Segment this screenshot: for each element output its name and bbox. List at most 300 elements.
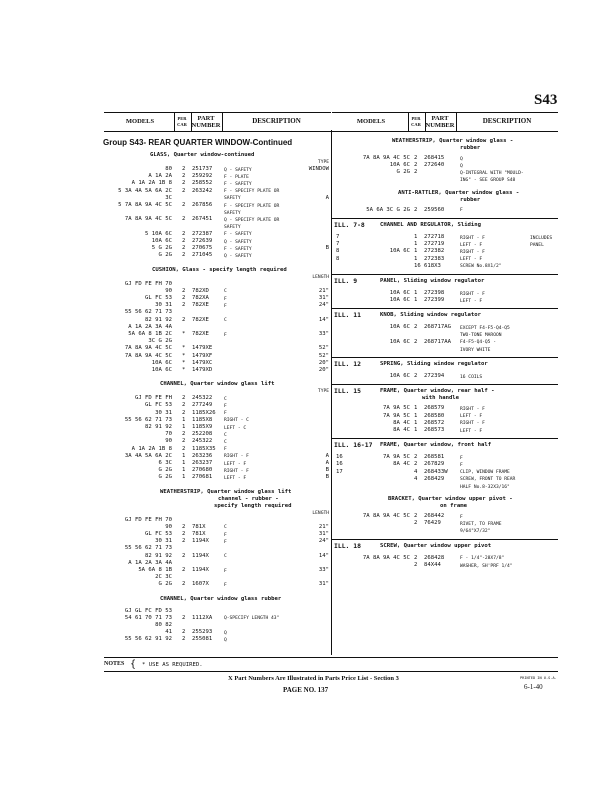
part-row-part-number: 1185X26 bbox=[192, 409, 216, 416]
part-row-part-number: 268579 bbox=[424, 405, 445, 412]
part-row-models: GJ FD FE FH 70 bbox=[124, 280, 172, 287]
section-title-cushion: CUSHION, Glass - specify length required bbox=[152, 266, 287, 273]
group-title: Group S43- REAR QUARTER WINDOW-Continued bbox=[103, 138, 293, 147]
part-row-models: 54 61 70 71 73 bbox=[124, 614, 172, 621]
part-row-window-type: B bbox=[325, 245, 329, 252]
part-row-per-car: * bbox=[182, 345, 186, 352]
part-row-description: F bbox=[460, 514, 463, 520]
part-row-per-car: 2 bbox=[414, 324, 418, 331]
part-row-per-car: 2 bbox=[414, 562, 418, 568]
part-row-note: PANEL bbox=[530, 242, 544, 248]
part-row-per-car: 4 bbox=[414, 468, 418, 475]
part-row-description: F bbox=[460, 208, 463, 214]
part-row-models: 5A 6A 3C G 2G bbox=[366, 206, 410, 213]
part-row-per-car: 2 bbox=[182, 614, 186, 621]
part-row-per-car: 1 bbox=[182, 474, 186, 481]
part-row-models: 10A 6C bbox=[389, 297, 410, 304]
part-row-description: SAFETY bbox=[224, 210, 241, 216]
part-row-description: C bbox=[224, 289, 227, 295]
part-row-models: G 2G bbox=[158, 252, 172, 259]
section-rule bbox=[332, 308, 558, 309]
part-row-part-number: 272640 bbox=[424, 162, 445, 169]
part-row-per-car: 1 bbox=[182, 416, 186, 423]
part-row-models: G 2G bbox=[396, 169, 410, 176]
part-row-models: 8A 4C bbox=[393, 427, 410, 433]
part-row-per-car: 2 bbox=[182, 629, 186, 636]
section-title: FRAME, Quarter window, front half bbox=[380, 442, 492, 449]
notes-bottom-rule bbox=[104, 671, 558, 672]
part-row-models: 10A 6C bbox=[389, 162, 410, 169]
part-row-models: 10A 6C bbox=[389, 290, 410, 296]
part-row-description: RIGHT - C bbox=[224, 418, 249, 424]
part-row-description: RIGHT - F bbox=[460, 407, 485, 412]
part-row-per-car: * bbox=[182, 359, 186, 366]
part-row-description: F bbox=[224, 568, 227, 574]
section-rule bbox=[332, 438, 558, 439]
section-title-bracket-2: on frame bbox=[440, 503, 467, 510]
part-row-window-type: B bbox=[325, 467, 329, 474]
section-title-weatherstrip-2: rubber bbox=[460, 145, 481, 151]
illustration-label: ILL. 12 bbox=[334, 360, 361, 369]
part-row-per-car: 2 bbox=[182, 302, 186, 309]
part-row-description: LEFT - C bbox=[224, 425, 247, 431]
part-row-description: LEFT - F bbox=[224, 476, 247, 481]
part-row-part-number: 268415 bbox=[424, 155, 445, 161]
part-row-length: 21" bbox=[318, 523, 329, 530]
part-row-models: GL FC 53 bbox=[145, 295, 172, 301]
part-row-models: 10A 6C bbox=[389, 338, 410, 345]
section-title: KNOB, Sliding window regulator bbox=[380, 312, 482, 319]
part-row-models: GL FC 53 bbox=[145, 531, 172, 537]
part-row-part-number: 76429 bbox=[424, 520, 441, 527]
part-row-description: Q bbox=[460, 156, 463, 162]
part-row-part-number: 270675 bbox=[192, 245, 213, 252]
part-row-length: 21" bbox=[318, 287, 329, 294]
part-row-per-car: 2 bbox=[414, 520, 418, 527]
part-row-models: 7A 9A 5C bbox=[383, 454, 410, 461]
part-row-per-car: 1 bbox=[182, 460, 186, 466]
part-row-part-number: 268717AG bbox=[424, 324, 451, 331]
part-row-models: 7A 9A 5C bbox=[383, 412, 410, 419]
part-row-part-number: 268442 bbox=[424, 513, 445, 520]
part-row-part-number: 263236 bbox=[192, 452, 213, 459]
part-row-length: 31" bbox=[318, 295, 329, 301]
part-row-part-number: 272387 bbox=[192, 230, 213, 237]
part-row-description: 9/64"X7/32" bbox=[460, 529, 491, 535]
header-part-1: PART bbox=[197, 115, 215, 122]
part-row-part-number: 781X bbox=[192, 523, 206, 530]
header-part-1: PART bbox=[431, 115, 449, 122]
length-head: LENGTH bbox=[312, 510, 329, 516]
part-row-part-number: 263242 bbox=[192, 187, 213, 194]
part-row-part-number: 255081 bbox=[192, 636, 213, 643]
printed-in: PRINTED IN U.S.A. bbox=[520, 676, 557, 680]
part-row-description: F bbox=[224, 539, 227, 545]
part-row-description: F - SAFETY bbox=[224, 246, 252, 252]
part-row-per-car: 1 bbox=[414, 427, 418, 433]
footer-note: X Part Numbers Are Illustrated in Parts Price List - Section 3 bbox=[228, 675, 399, 682]
header-part-2: NUMBER bbox=[425, 122, 455, 129]
type-head: TYPE bbox=[317, 389, 329, 395]
part-row-part-number: 245322 bbox=[192, 395, 213, 402]
part-row-description: Q - SAFETY bbox=[224, 167, 252, 173]
part-row-part-number: 781X bbox=[192, 531, 206, 537]
part-row-models: A 1A 2A 1B 8 bbox=[131, 445, 172, 452]
section-rule bbox=[332, 357, 558, 358]
illustration-label: ILL. 16-17 bbox=[334, 441, 373, 450]
part-row-per-car: 2 bbox=[182, 295, 186, 301]
section-title-2: with handle bbox=[422, 395, 460, 402]
part-row-part-number: 268573 bbox=[424, 427, 445, 433]
part-row-description: IVORY WHITE bbox=[460, 347, 491, 353]
part-row-description: RIVET, TO FRAME bbox=[460, 522, 502, 527]
part-row-description: Q - SAFETY bbox=[224, 254, 252, 259]
part-row-models: 3C G 2G bbox=[148, 338, 172, 345]
part-row-window-type: A bbox=[325, 452, 329, 459]
part-row-description: F - SAFETY bbox=[224, 232, 252, 238]
part-row-description: C bbox=[224, 525, 227, 531]
part-row-per-car: 2 bbox=[182, 552, 186, 559]
part-row-per-car: 2 bbox=[182, 538, 186, 545]
part-row-description: F bbox=[460, 455, 463, 461]
part-row-length: 20" bbox=[318, 359, 329, 366]
part-row-models: 30 31 bbox=[155, 538, 172, 545]
part-row-length: 24" bbox=[318, 538, 329, 545]
section-id: S43 bbox=[534, 92, 558, 108]
part-row-window-type: WINDOW bbox=[308, 166, 329, 172]
part-row-part-number: 263237 bbox=[192, 460, 213, 466]
header-models: MODELS bbox=[356, 118, 386, 125]
part-row-models: 2C 3C bbox=[155, 574, 172, 581]
part-row-description: EXCEPT F4-F5-Q4-Q5 bbox=[460, 326, 510, 331]
section-title: PANEL, Sliding window regulator bbox=[380, 278, 485, 284]
part-row-per-car: 1 bbox=[414, 297, 418, 304]
part-row-models: 30 31 bbox=[155, 302, 172, 309]
part-row-description: F - SPECIFY PLATE OR bbox=[224, 189, 280, 195]
part-row-part-number: 252208 bbox=[192, 431, 213, 438]
part-row-models: 80 bbox=[165, 166, 172, 172]
part-row-per-car: 2 bbox=[182, 166, 186, 172]
part-row-description: LEFT - F bbox=[460, 298, 483, 304]
part-row-description: LEFT - F bbox=[224, 461, 247, 467]
part-row-per-car: 2 bbox=[414, 554, 418, 561]
part-row-part-number: 267451 bbox=[192, 216, 213, 223]
part-row-per-car: 2 bbox=[182, 531, 186, 537]
part-row-description: F - SAFETY bbox=[224, 182, 252, 187]
section-rule bbox=[332, 274, 558, 275]
part-row-per-car: 4 bbox=[414, 475, 418, 482]
part-row-part-number: 268433W bbox=[424, 468, 448, 475]
part-row-description: F bbox=[224, 447, 227, 453]
part-row-models: 7A 8A 9A 4C 5C bbox=[124, 352, 172, 359]
header-per-car-2: CAR bbox=[411, 122, 421, 127]
part-row-part-number: 1112XA bbox=[192, 614, 213, 621]
notes-brace: { bbox=[130, 659, 137, 670]
part-row-part-number: 267856 bbox=[192, 202, 213, 208]
header-per-car-1: PER bbox=[411, 116, 421, 121]
part-row-part-number: 259560 bbox=[424, 206, 445, 213]
part-row-part-number: 268581 bbox=[424, 454, 445, 461]
part-row-models: 10A 6C bbox=[151, 238, 172, 244]
part-row-models: 5 7A 8A 9A 4C 5C bbox=[118, 202, 172, 208]
part-row-part-number: 277249 bbox=[192, 402, 213, 409]
part-row-description: LEFT - F bbox=[460, 257, 483, 263]
part-row-part-number: 271045 bbox=[192, 252, 213, 259]
part-row-illustration-number: 8 bbox=[336, 255, 340, 262]
part-row-description: C bbox=[224, 432, 227, 438]
part-row-length: 20" bbox=[318, 367, 329, 373]
part-row-part-number: 1479XF bbox=[192, 352, 213, 359]
illustration-label: ILL. 7-8 bbox=[334, 221, 365, 229]
part-row-description: RIGHT - F bbox=[460, 235, 485, 241]
part-row-description: C bbox=[224, 318, 227, 324]
part-row-part-number: 270680 bbox=[192, 467, 213, 474]
part-row-description: F - 1/4"-28X7/8" bbox=[460, 556, 505, 562]
part-row-models: 3A 4A 5A 6A 2C bbox=[124, 452, 172, 459]
part-row-description: TWO-TONE MAROON bbox=[460, 333, 502, 339]
part-row-models: 82 91 92 bbox=[145, 552, 172, 559]
part-row-models: 30 31 bbox=[155, 409, 172, 416]
part-row-models: 10A 6C bbox=[151, 367, 172, 373]
part-row-per-car: * bbox=[182, 331, 186, 337]
part-row-description: LEFT - F bbox=[460, 242, 483, 248]
part-row-description: F bbox=[224, 532, 227, 538]
part-row-description: RIGHT - F bbox=[460, 291, 485, 297]
part-row-per-car: 1 bbox=[414, 290, 418, 296]
part-row-models: 8A 4C bbox=[393, 419, 410, 426]
part-row-per-car: 16 bbox=[414, 262, 421, 269]
part-row-per-car: 2 bbox=[182, 180, 186, 187]
part-row-per-car: * bbox=[182, 367, 186, 373]
part-row-models: 55 56 62 71 73 bbox=[124, 309, 172, 316]
part-row-models: 41 bbox=[165, 629, 172, 636]
part-row-per-car: 2 bbox=[414, 169, 418, 176]
part-row-per-car: 2 bbox=[182, 252, 186, 259]
part-row-part-number: 1479XC bbox=[192, 359, 213, 366]
part-row-per-car: * bbox=[182, 352, 186, 359]
length-head: LENGTH bbox=[312, 274, 329, 280]
part-row-per-car: 2 bbox=[182, 173, 186, 180]
part-row-part-number: 272394 bbox=[424, 373, 445, 380]
part-row-models: 82 91 92 bbox=[145, 316, 172, 323]
header-part-2: NUMBER bbox=[191, 122, 221, 129]
part-row-per-car: 2 bbox=[182, 202, 186, 208]
part-row-description: 16 COILS bbox=[460, 374, 483, 380]
part-row-models: 90 bbox=[165, 287, 172, 294]
part-row-models: 3C bbox=[165, 194, 172, 201]
part-row-per-car: 2 bbox=[182, 402, 186, 409]
part-row-models: GJ FD FE FH bbox=[134, 395, 172, 402]
part-row-models: 55 56 62 91 92 bbox=[124, 636, 172, 643]
part-row-description: LEFT - F bbox=[460, 414, 483, 420]
part-row-part-number: 782XE bbox=[192, 331, 209, 337]
part-row-models: 80 82 bbox=[155, 622, 172, 628]
part-row-description: CLIP, WINDOW FRAME bbox=[460, 470, 510, 476]
part-row-per-car: 2 bbox=[182, 395, 186, 402]
part-row-models: GL FC 53 bbox=[145, 402, 172, 409]
header-per-car-2: CAR bbox=[177, 122, 187, 127]
part-row-per-car: 1 bbox=[414, 255, 418, 262]
part-row-part-number: 272399 bbox=[424, 297, 445, 304]
header-per-car-1: PER bbox=[177, 116, 187, 121]
part-row-part-number: 272719 bbox=[424, 241, 445, 248]
part-row-models: 10A 6C bbox=[151, 359, 172, 366]
part-row-per-car: 2 bbox=[182, 187, 186, 194]
part-row-per-car: 1 bbox=[182, 424, 186, 430]
part-row-per-car: 2 bbox=[414, 155, 418, 161]
part-row-per-car: 1 bbox=[414, 419, 418, 426]
section-title-channel-rubber: CHANNEL, Quarter window glass rubber bbox=[160, 595, 282, 602]
header-description: DESCRIPTION bbox=[482, 117, 532, 125]
part-row-part-number: 267829 bbox=[424, 461, 445, 468]
part-row-models: 5A 6A 8 1B 2C bbox=[128, 331, 172, 337]
part-row-part-number: 268428 bbox=[424, 554, 445, 561]
part-row-part-number: 1194X bbox=[192, 552, 209, 559]
section-title: FRAME, Quarter window, rear half - bbox=[380, 388, 495, 395]
part-row-description: F bbox=[224, 296, 227, 302]
part-row-per-car: 2 bbox=[182, 581, 186, 588]
section-title: SPRING, Sliding window regulator bbox=[380, 361, 488, 368]
part-row-length: 52" bbox=[318, 345, 329, 352]
part-row-per-car: 2 bbox=[414, 206, 418, 213]
part-row-part-number: 268717AA bbox=[424, 338, 451, 345]
part-row-part-number: 272382 bbox=[424, 248, 445, 255]
part-row-illustration-number: 16 bbox=[336, 461, 343, 468]
part-row-models: 55 56 62 71 73 bbox=[124, 416, 172, 423]
part-row-description: F - SPECIFY PLATE OR bbox=[224, 203, 280, 209]
section-title-weatherstrip: WEATHERSTRIP, Quarter window glass lift bbox=[160, 488, 292, 495]
part-row-length: 33" bbox=[318, 331, 329, 337]
part-row-per-car: 2 bbox=[182, 636, 186, 643]
part-row-description: LEFT - F bbox=[460, 428, 483, 434]
part-row-per-car: 2 bbox=[182, 216, 186, 223]
part-row-length: 31" bbox=[318, 581, 329, 588]
left-column-header bbox=[104, 112, 331, 132]
part-row-description: Q bbox=[224, 630, 227, 636]
illustration-label: ILL. 9 bbox=[334, 277, 358, 285]
part-row-models: G 2G bbox=[158, 581, 172, 588]
part-row-models: A 1A 2A bbox=[148, 173, 172, 180]
part-row-description: HALF No.8-32X3/16" bbox=[460, 484, 510, 490]
part-row-per-car: 1 bbox=[414, 248, 418, 255]
part-row-part-number: 268572 bbox=[424, 419, 445, 426]
part-row-per-car: 2 bbox=[182, 438, 186, 445]
part-row-description: F bbox=[224, 583, 227, 588]
part-row-part-number: 272639 bbox=[192, 238, 213, 244]
part-row-length: 31" bbox=[318, 531, 329, 537]
part-row-models: 7A 8A 9A 4C 5C bbox=[124, 345, 172, 352]
part-row-part-number: 1607X bbox=[192, 581, 209, 588]
page-number: PAGE NO. 137 bbox=[283, 686, 329, 694]
right-column-header bbox=[332, 112, 558, 132]
part-row-part-number: 251737 bbox=[192, 166, 213, 172]
part-row-note: INCLUDES bbox=[530, 235, 553, 241]
part-row-part-number: 1479XD bbox=[192, 367, 213, 373]
part-row-per-car: 1 bbox=[414, 241, 418, 248]
part-row-description: SCREW, FRONT TO REAR bbox=[460, 477, 516, 483]
part-row-models: A 1A 2A 3A 4A bbox=[128, 559, 172, 566]
notes-rule bbox=[104, 657, 558, 658]
part-row-models: 10A 6C bbox=[389, 373, 410, 380]
part-row-length: 14" bbox=[318, 552, 329, 559]
header-models: MODELS bbox=[125, 118, 155, 125]
part-row-part-number: 618X3 bbox=[424, 262, 441, 269]
part-row-description: F bbox=[224, 404, 227, 409]
part-row-part-number: 268429 bbox=[424, 475, 445, 482]
header-description: DESCRIPTION bbox=[252, 117, 301, 125]
part-row-per-car: 2 bbox=[182, 316, 186, 323]
part-row-models: 5A 6A 8 1B bbox=[138, 567, 172, 573]
part-row-models: 8A 4C bbox=[393, 461, 410, 468]
part-row-description: Q-INTEGRAL WITH "MOULD- bbox=[460, 171, 524, 176]
part-row-part-number: 268580 bbox=[424, 412, 445, 419]
part-row-models: A 1A 2A 1B 8 bbox=[131, 180, 172, 187]
part-row-description: RIGHT - F bbox=[460, 250, 485, 255]
section-title-weatherstrip: WEATHERSTRIP, Quarter window glass - bbox=[392, 138, 514, 144]
part-row-models: G 2G bbox=[158, 467, 172, 474]
part-row-description: Q bbox=[460, 163, 463, 169]
part-row-description: Q - SPECIFY PLATE OR bbox=[224, 218, 280, 223]
part-row-part-number: 1194X bbox=[192, 567, 209, 573]
part-row-illustration-number: 17 bbox=[336, 468, 343, 475]
part-row-models: 10A 6C bbox=[389, 324, 410, 331]
part-row-description: SAFETY bbox=[224, 225, 241, 231]
illustration-label: ILL. 18 bbox=[334, 541, 361, 550]
footer-date: 6-1-40 bbox=[524, 683, 543, 691]
part-row-part-number: 782XD bbox=[192, 287, 209, 294]
part-row-per-car: 2 bbox=[182, 230, 186, 237]
part-row-models: 5 3A 4A 5A 6A 2C bbox=[118, 187, 172, 194]
part-row-description: RIGHT - F bbox=[460, 421, 485, 427]
part-row-window-type: A bbox=[325, 194, 329, 201]
part-row-description: Q - SAFETY bbox=[224, 239, 252, 245]
part-row-illustration-number: 7 bbox=[336, 241, 340, 248]
part-row-description: F4-F5-Q4-Q5 - bbox=[460, 340, 496, 346]
section-title-glass: GLASS, Quarter window-continued bbox=[150, 152, 255, 158]
part-row-window-type: B bbox=[325, 474, 329, 481]
part-row-description: F bbox=[224, 332, 227, 338]
part-row-per-car: 2 bbox=[182, 567, 186, 573]
part-row-models: 70 bbox=[165, 431, 172, 438]
part-row-part-number: 1185X8 bbox=[192, 416, 213, 423]
part-row-models: 7A 9A 5C bbox=[383, 405, 410, 412]
part-row-part-number: 272398 bbox=[424, 290, 445, 296]
part-row-part-number: 245322 bbox=[192, 438, 213, 445]
part-row-per-car: 2 bbox=[182, 431, 186, 438]
column-divider bbox=[331, 130, 332, 655]
part-row-description: SCREW No.8X1/2" bbox=[460, 264, 502, 270]
notes-label: NOTES bbox=[104, 661, 125, 667]
part-row-part-number: 84X44 bbox=[424, 562, 441, 568]
part-row-per-car: 1 bbox=[414, 405, 418, 412]
part-row-description: F - PLATE bbox=[224, 174, 249, 180]
part-row-per-car: 2 bbox=[182, 238, 186, 244]
section-title: SCREW, Quarter window upper pivot bbox=[380, 542, 492, 549]
part-row-window-type: A bbox=[325, 460, 329, 466]
part-row-models: 6 3C bbox=[158, 460, 172, 466]
part-row-models: 7A 8A 9A 4C 5C bbox=[362, 513, 410, 520]
part-row-models: 7A 8A 9A 4C 5C bbox=[124, 216, 172, 223]
section-title-bracket: BRACKET, Quarter window upper pivot - bbox=[388, 496, 513, 503]
part-row-part-number: 1479XE bbox=[192, 345, 213, 352]
part-row-part-number: 258552 bbox=[192, 180, 213, 187]
part-row-per-car: 2 bbox=[182, 287, 186, 294]
section-rule bbox=[332, 384, 558, 385]
part-row-per-car: 2 bbox=[414, 162, 418, 169]
part-row-models: GJ GL FC FD 53 bbox=[124, 607, 172, 614]
part-row-description: WASHER, SH'PRF 1/4" bbox=[460, 563, 513, 569]
part-row-part-number: 782XE bbox=[192, 316, 209, 323]
